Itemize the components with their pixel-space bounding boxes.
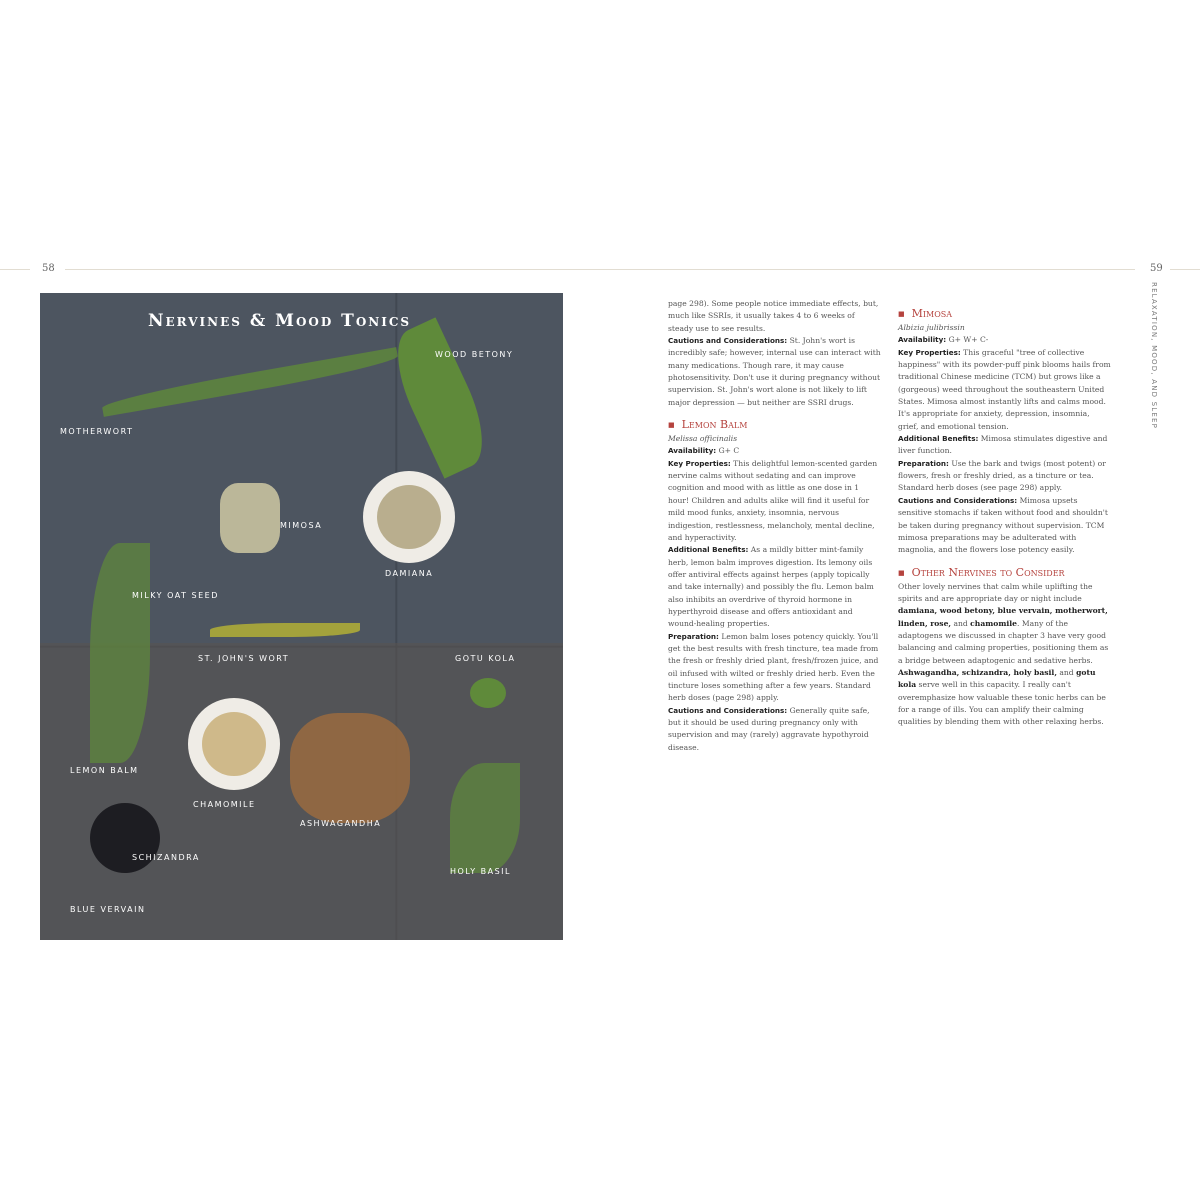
- paragraph: [668, 631, 882, 705]
- leaf: [470, 678, 506, 708]
- section-heading: [898, 565, 1112, 581]
- field-label: Availability:: [668, 446, 717, 456]
- herb-names: chamomile: [970, 618, 1017, 628]
- field-label: Cautions and Considerations:: [898, 495, 1018, 505]
- leaf: [381, 317, 499, 478]
- label-damiana: DAMIANA: [385, 569, 434, 578]
- field-text: Mimosa stimulates digestive and liver function.: [898, 434, 1108, 456]
- bullet-icon: ■: [898, 310, 905, 318]
- header-rule: [65, 269, 1135, 270]
- field-text: Lemon balm loses potency quickly. You'll get the best results with fresh tincture, tea made from the fresh or freshly dried plant, fresh/frozen juice, and oil infused with wilted or freshly dried herb. Even the tincture loses something after a few years. Standard herb doses (page 298) apply.: [668, 631, 879, 703]
- paragraph: [668, 544, 882, 630]
- paragraph: [898, 581, 1112, 729]
- field-label: Preparation:: [668, 631, 719, 641]
- label-gotu-kola: GOTU KOLA: [455, 654, 516, 663]
- field-text: Generally quite safe, but it should be used during pregnancy only with supervision and may (rarely) aggravate hypothyroid disease.: [668, 705, 870, 752]
- paragraph: [898, 458, 1112, 495]
- leaf: [290, 713, 410, 823]
- paragraph: [898, 433, 1112, 458]
- text: and: [1056, 667, 1077, 677]
- paragraph: [898, 334, 1112, 346]
- leaf: [210, 623, 360, 637]
- page-number-left: 58: [42, 263, 55, 274]
- field-label: Cautions and Considerations:: [668, 336, 788, 346]
- leaf: [90, 543, 150, 763]
- herb-photo: [40, 293, 563, 940]
- paragraph: page 298). Some people notice immediate effects, but, much like SSRIs, it usually takes 4 to 6 weeks of steady use to see results.: [668, 299, 879, 333]
- photo-title: Nervines & Mood Tonics: [148, 311, 412, 331]
- label-schizandra: SCHIZANDRA: [132, 853, 200, 862]
- leaf: [220, 483, 280, 553]
- label-blue-vervain: BLUE VERVAIN: [70, 905, 146, 914]
- heading-text: Lemon Balm: [681, 418, 748, 432]
- leaf: [450, 763, 520, 873]
- field-label: Additional Benefits:: [668, 545, 749, 555]
- label-milky-oat-seed: MILKY OAT SEED: [132, 591, 219, 600]
- field-text: G+ W+ C-: [946, 335, 989, 345]
- paragraph: [898, 347, 1112, 433]
- bullet-icon: ■: [898, 568, 905, 577]
- text: Other lovely nervines that calm while uplifting the spirits and are appropriate day or night include: [898, 581, 1093, 603]
- text: .: [1016, 618, 1020, 628]
- label-lemon-balm: LEMON BALM: [70, 766, 139, 775]
- field-text: Use the bark and twigs (most potent) or flowers, fresh or freshly dried, as a tincture or tea. Standard herb doses (see page 298) apply.: [898, 458, 1106, 493]
- field-label: Key Properties:: [898, 347, 961, 357]
- bullet-icon: ■: [668, 421, 675, 430]
- section-heading: [668, 417, 882, 433]
- field-label: Preparation:: [898, 458, 949, 468]
- header-rule-right: [1170, 269, 1200, 270]
- paragraph: [668, 335, 882, 409]
- label-wood-betony: WOOD BETONY: [435, 350, 514, 359]
- latin-name: Melissa officinalis: [668, 434, 738, 444]
- field-text: St. John's wort is incredibly safe; however, internal use can interact with many medications. Though rare, it may cause photosensitivity. Don't use it during pregnancy without supervision. St. John's wort alone is not likely to lift major depression — but neither are SSRI drugs.: [668, 336, 881, 407]
- field-text: This delightful lemon-scented garden nervine calms without sedating and can improve cognition and mood with as little as one dose in 1 hour! Children and adults alike will find it useful for mild mood funks, anxiety, insomnia, nervous indigestion, restlessness, melancholy, mental decline, and hyperactivity.: [668, 458, 878, 542]
- field-label: Availability:: [898, 335, 947, 345]
- bowl-chamomile: [188, 698, 280, 790]
- field-text: This graceful "tree of collective happiness" with its powder-puff pink blooms hails from traditional Chinese medicine (TCM) but grows like a (gorgeous) weed throughout the southeastern United States. Mimosa almost instantly lifts and calms mood. It's appropriate for anxiety, depression, insomnia, grief, and emotional tension.: [898, 347, 1111, 431]
- latin-name: Albizia julibrissin: [898, 323, 965, 332]
- page-number-right: 59: [1150, 263, 1163, 274]
- paragraph: [668, 445, 882, 457]
- text: serve well in this capacity. I really can't overemphasize how valuable these tonic herbs can be for a range of ills. You can amplify their calming qualities by blending them with other relaxing herbs.: [898, 680, 1106, 727]
- paragraph: [668, 705, 882, 754]
- heading-text: Other Nervines to Consider: [911, 565, 1065, 579]
- label-ashwagandha: ASHWAGANDHA: [300, 819, 382, 828]
- text: Many of the adaptogens we discussed in chapter 3 have very good balancing and calming properties, positioning them as a bridge between adaptogenic and sedative herbs.: [898, 618, 1109, 665]
- running-head: RELAXATION, MOOD, AND SLEEP: [1150, 282, 1158, 430]
- label-chamomile: CHAMOMILE: [193, 800, 256, 809]
- paragraph: [898, 495, 1112, 557]
- herb-names: gotu kola: [898, 667, 1096, 690]
- label-holy-basil: HOLY BASIL: [450, 867, 511, 876]
- leaf: [90, 803, 160, 873]
- herb-names: damiana, wood betony, blue vervain, motherwort, linden, rose,: [898, 606, 1108, 628]
- field-text: As a mildly bitter mint-family herb, lemon balm improves digestion. Its lemony oils offer antiviral effects against herpes (apply topically and take internally) and possibly the flu. Lemon balm also inhibits an overdrive of thyroid hormone in hyperthyroid disease and offers antioxidant and wound-healing properties.: [668, 545, 874, 629]
- header-rule-left: [0, 269, 30, 270]
- label-mimosa: MIMOSA: [280, 521, 323, 530]
- label-st-johns-wort: ST. JOHN'S WORT: [198, 654, 290, 663]
- text-column-2: [898, 298, 1112, 729]
- label-motherwort: MOTHERWORT: [60, 427, 134, 436]
- herb-names: Ashwagandha, schizandra, holy basil,: [898, 667, 1057, 677]
- text: and: [951, 618, 971, 628]
- section-heading: [898, 306, 1112, 322]
- field-label: Additional Benefits:: [898, 434, 979, 444]
- field-label: Cautions and Considerations:: [668, 705, 788, 715]
- paragraph: [668, 458, 882, 544]
- field-text: Mimosa upsets sensitive stomachs if taken without food and shouldn't be taken during pregnancy without supervision. TCM mimosa preparations may be adulterated with magnolia, and the flowers lose potency easily.: [898, 495, 1108, 555]
- leaf: [101, 347, 400, 417]
- field-label: Key Properties:: [668, 458, 731, 468]
- bowl-damiana: [363, 471, 455, 563]
- field-text: G+ C: [716, 446, 740, 456]
- text-column-1: [668, 298, 882, 754]
- heading-text: Mimosa: [911, 307, 953, 320]
